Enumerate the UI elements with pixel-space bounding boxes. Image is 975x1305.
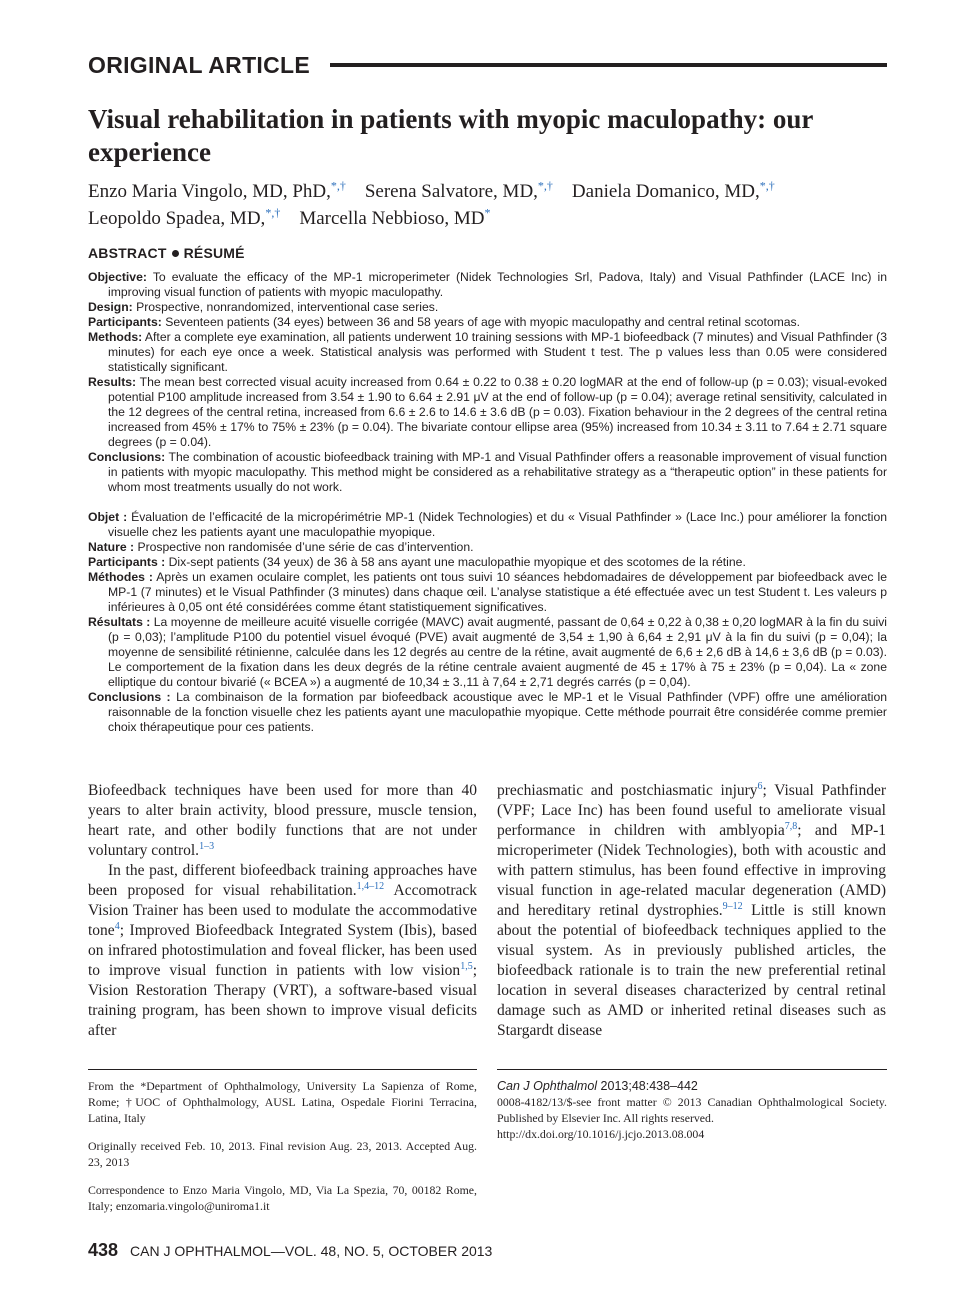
body-text: Accomotrack Vision Trainer has been used to modulate the accommodative tone [88, 882, 477, 939]
footnotes-left [88, 1078, 477, 1226]
footnote-rule-right [497, 1069, 887, 1070]
abstract-heading-en: ABSTRACT [88, 245, 167, 261]
abstract-french [88, 510, 887, 735]
journal-volume: 2013;48:438–442 [597, 1079, 698, 1093]
body-paragraph [497, 781, 886, 1041]
journal-citation [497, 1078, 887, 1094]
reference-citation[interactable]: 9–12 [722, 900, 743, 912]
abstract-paragraph [88, 450, 887, 495]
author-affiliation-mark: *,† [759, 178, 775, 193]
abstract-label: Participants : [88, 555, 166, 569]
abstract-paragraph [88, 540, 887, 555]
body-paragraph [88, 861, 477, 1041]
body-text: Little is still known about the potential of biofeedback techniques applied to the visual system. As in previously published articles, the biofeedback rationale is to train the new preferential retinal location in several diseases characterized by central retinal damage such as AMD or inherited retinal diseases such as Stargardt disease [497, 902, 886, 1039]
section-label: ORIGINAL ARTICLE [88, 51, 311, 78]
author-name: Marcella Nebbioso, MD [299, 208, 485, 229]
bullet-icon [172, 250, 179, 257]
section-rule [330, 63, 887, 67]
abstract-label: Methods: [88, 330, 143, 344]
abstract-text: To evaluate the efficacy of the MP-1 microperimeter (Nidek Technologies Srl, Padova, Italy) and Visual Pathfinder (LACE Inc) in improving visual function of patients with myopic maculopathy. [108, 270, 887, 299]
abstract-heading [88, 245, 245, 261]
body-paragraph [88, 781, 477, 861]
author-name: Enzo Maria Vingolo, MD, PhD, [88, 181, 331, 202]
abstract-paragraph [88, 315, 887, 330]
abstract-text: Après un examen oculaire complet, les patients ont tous suivi 10 séances hebdomadaires de développement par biofeedback avec le MP-1 (7 minutes) et le Visual Pathfinder (3 minutes) dans chaque œil. L’analyse statistique a été effectuée avec un test Student t. Les valeurs p inférieures à 0,05 ont été considérées comme étant statistiquement significatives. [108, 570, 887, 614]
abstract-text: La combinaison de la formation par biofeedback acoustique avec le MP-1 et le Visual Pathfinder (VPF) offre une amélioration raisonnable de la fonction visuelle chez les patients ayant une maculopathie myopique. Cette méthode pourrait être considérée comme premier choix thérapeutique pour ces patients. [108, 690, 888, 734]
author-name: Serena Salvatore, MD, [364, 181, 538, 202]
article-title: Visual rehabilitation in patients with myopic maculopathy: our experience [88, 104, 813, 167]
abstract-label: Results: [88, 375, 137, 389]
body-text: ; Vision Restoration Therapy (VRT), a software-based visual training program, has been shown to improve visual deficits after [88, 962, 477, 1039]
body-column-left [88, 781, 477, 1041]
reference-citation[interactable]: 1–3 [199, 840, 215, 852]
abstract-text: After a complete eye examination, all patients underwent 10 training sessions with MP-1 biofeedback (7 minutes) and Visual Pathfinder (3 minutes) for each eye once a week. Statistical analysis was performed with Student t test. The p values less than 0.05 were considered statistically significant. [108, 330, 887, 374]
footnote-rule-left [88, 1069, 477, 1070]
author-affiliation-mark: *,† [265, 205, 281, 220]
body-text: Biofeedback techniques have been used for more than 40 years to alter brain activity, blood pressure, muscle tension, heart rate, and other bodily functions that are not under voluntary control. [88, 782, 477, 859]
running-title: CAN J OPHTHALMOL—VOL. 48, NO. 5, OCTOBER 2013 [130, 1243, 493, 1259]
abstract-text: Seventeen patients (34 eyes) between 36 and 58 years of age with myopic maculopathy and central retinal scotomas. [165, 315, 801, 329]
abstract-paragraph [88, 375, 887, 450]
body-text: ; Visual Pathfinder (VPF; Lace Inc) has been found useful to ameliorate visual performance in children with amblyopia [497, 782, 886, 839]
reference-citation[interactable]: 4 [114, 920, 120, 932]
author-name: Daniela Domanico, MD, [571, 181, 760, 202]
copyright-note: 0008-4182/13/$-see front matter © 2013 Canadian Ophthalmological Society. Published by Elsevier Inc. All rights reserved. [497, 1095, 887, 1125]
abstract-label: Méthodes : [88, 570, 153, 584]
abstract-heading-fr: RÉSUMÉ [183, 245, 245, 261]
abstract-label: Conclusions: [88, 450, 166, 464]
abstract-label: Résultats : [88, 615, 151, 629]
abstract-paragraph [88, 570, 887, 615]
abstract-text: La moyenne de meilleure acuité visuelle corrigée (MAVC) avait augmenté, passant de 0,64 ± 0,22 à 0,38 ± 0,20 logMAR à la fin du suivi (p = 0,03); l’amplitude P100 du potentiel visuel évoqué (PVE) avait augmenté de 3,54 ± 1,90 à 6,64 ± 2,91 μV à la fin du suivi (p = 0,04); la moyenne de sensibilité rétinienne, calculée dans les 12 degrés au centre de la rétine, avait augmenté de 6,6 ± 2,6 dB à 14,6 ± 3,6 dB (p = 0.03). Le comportement de la fixation dans les deux degrés de la rétine centrale avaient augmenté de 45 ± 17% à 75 ± 23% (p = 0,04). La « zone elliptique du contour bivarié (« BCEA ») a augmenté de 10,34 ± 3.,11 à 7,64 ± 2,71 degrés carrés (p = 0,04). [108, 615, 888, 689]
abstract-label: Conclusions : [88, 690, 171, 704]
reference-citation[interactable]: 6 [757, 780, 763, 792]
abstract-paragraph [88, 300, 887, 315]
abstract-paragraph [88, 615, 887, 690]
abstract-text: Prospective, nonrandomized, interventional case series. [136, 300, 439, 314]
abstract-paragraph [88, 555, 887, 570]
author-name: Leopoldo Spadea, MD, [88, 208, 266, 229]
abstract-text: The combination of acoustic biofeedback training with MP-1 and Visual Pathfinder offers a reasonable improvement of visual function in patients with myopic maculopathy. This method might be considered as a rehabilitative strategy as a “therapeutic option” in these patients for whom most treatments usually do not work. [108, 450, 887, 494]
abstract-text: Dix-sept patients (34 yeux) de 36 à 58 ans ayant une maculopathie myopique et des scotomes de la rétine. [168, 555, 746, 569]
doi-link[interactable]: http://dx.doi.org/10.1016/j.jcjo.2013.08.004 [497, 1127, 705, 1141]
journal-name: Can J Ophthalmol [497, 1079, 598, 1093]
abstract-text: Prospective non randomisée d’une série de cas d’intervention. [137, 540, 474, 554]
abstract-english [88, 270, 887, 495]
page-footer [88, 1240, 492, 1261]
received-note: Originally received Feb. 10, 2013. Final revision Aug. 23, 2013. Accepted Aug. 23, 2013 [88, 1139, 477, 1169]
reference-citation[interactable]: 1,5 [460, 960, 473, 972]
abstract-paragraph [88, 510, 887, 540]
body-text: ; Improved Biofeedback Integrated System (Ibis), based on infrared photostimulation and foveal flicker, has been used to improve visual function in patients with low vision [88, 922, 477, 979]
reference-citation[interactable]: 7,8 [784, 820, 798, 832]
abstract-label: Objet : [88, 510, 128, 524]
abstract-label: Objective: [88, 270, 147, 284]
abstract-text: The mean best corrected visual acuity increased from 0.64 ± 0.22 to 0.38 ± 0.20 logMAR at the end of follow-up (p = 0.03); visual-evoked potential P100 amplitude increased from 3.54 ± 1.90 to 6.64 ± 2.91 μV at the end of follow-up (p = 0.04); average retinal sensitivity, calculated in the 12 degrees of the central retina, increased from 6.6 ± 2.6 to 14.6 ± 3.6 dB (p = 0.03). Fixation behaviour in the 2 degrees of the central retina increased from 45% ± 17% to 75% ± 23% (p = 0.04). The bivariate contour ellipse area (95%) increased from 10.34 ± 3.11 to 7.64 ± 2.71 square degrees (p = 0.04). [108, 375, 888, 449]
abstract-paragraph [88, 270, 887, 300]
abstract-label: Participants: [88, 315, 162, 329]
author-affiliation-mark: *,† [330, 178, 346, 193]
body-text: ; and MP-1 microperimeter (Nidek Technologies), both with acoustic and with pattern stimulus, has been found effective in improving visual function in age-related macular degeneration (AMD) and hereditary retinal dystrophies. [497, 822, 887, 919]
body-text: In the past, different biofeedback training approaches have been proposed for visual rehabilitation. [88, 862, 477, 899]
author-list [88, 178, 887, 232]
abstract-label: Design: [88, 300, 133, 314]
author-affiliation-mark: *,† [537, 178, 553, 193]
abstract-paragraph [88, 330, 887, 375]
correspondence-note: Correspondence to Enzo Maria Vingolo, MD, Via La Spezia, 70, 00182 Rome, Italy; enzomaria.vingolo@uniroma1.it [88, 1183, 477, 1213]
abstract-text: Évaluation de l’efficacité de la micropérimétrie MP-1 (Nidek Technologies) et du « Visual Pathfinder » (Lace Inc.) pour améliorer la fonction visuelle chez les patients ayant une maculopathie myopique. [108, 510, 888, 539]
abstract-paragraph [88, 690, 887, 735]
abstract-label: Nature : [88, 540, 135, 554]
body-column-right [497, 781, 886, 1041]
author-affiliation-mark: * [484, 205, 491, 220]
reference-citation[interactable]: 1,4–12 [356, 880, 385, 892]
section-header [88, 50, 887, 80]
affiliation-note: From the *Department of Ophthalmology, University La Sapienza of Rome, Rome; †UOC of Ophthalmology, AUSL Latina, Ospedale Fiorini Terracina, Latina, Italy [88, 1079, 477, 1125]
footnotes-right [497, 1078, 887, 1142]
page-number: 438 [88, 1240, 119, 1260]
body-text: prechiasmatic and postchiasmatic injury [497, 782, 758, 799]
